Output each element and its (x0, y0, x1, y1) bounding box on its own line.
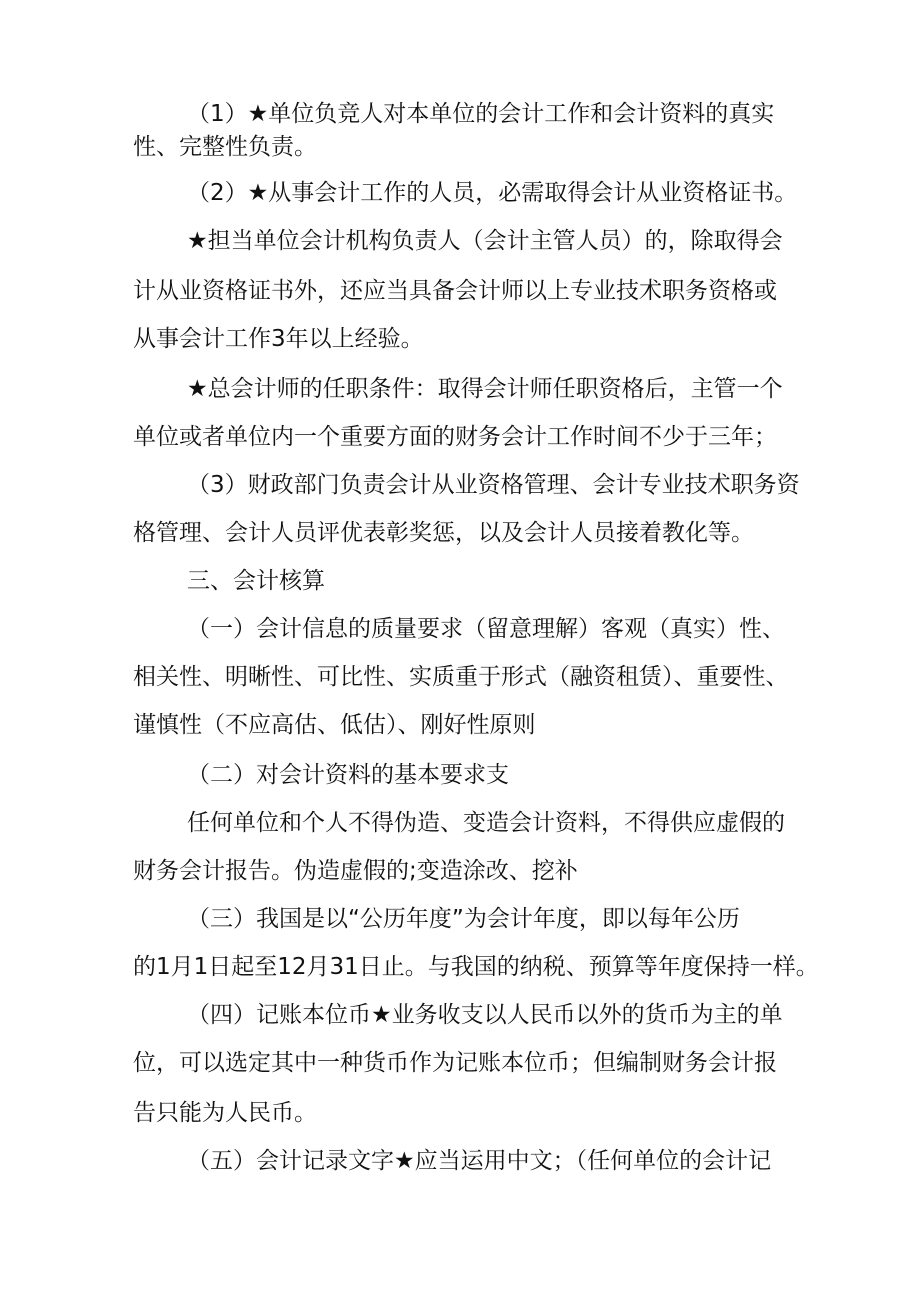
text-line: 单位或者单位内一个重要方面的财务会计工作时间不少于三年； (133, 424, 777, 450)
text-line: （2）★从事会计工作的人员，必需取得会计从业资格证书。 (187, 180, 798, 206)
text-line: （五）会计记录文字★应当运用中文；（任何单位的会计记 (187, 1148, 772, 1174)
text-line: 告只能为人民币。 (133, 1100, 317, 1126)
text-line: （三）我国是以“公历年度”为会计年度，即以每年公历 (187, 906, 740, 932)
text-line: 的1月1日起至12月31日止。与我国的纳税、预算等年度保持一样。 (133, 954, 819, 980)
text-line: 计从业资格证书外，还应当具备会计师以上专业技术职务资格或 (133, 278, 777, 304)
text-line: 从事会计工作3年以上经验。 (133, 326, 424, 352)
text-line: ★总会计师的任职条件：取得会计师任职资格后，主管一个 (187, 376, 783, 402)
text-line: 格管理、会计人员评优表彰奖惩，以及会计人员接着教化等。 (133, 520, 754, 546)
text-line: （3）财政部门负责会计从业资格管理、会计专业技术职务资 (187, 472, 800, 498)
text-line: 任何单位和个人不得伪造、变造会计资料，不得供应虚假的 (187, 810, 785, 836)
text-line: （四）记账本位币★业务收支以人民币以外的货币为主的单 (187, 1002, 783, 1028)
text-line: （一）会计信息的质量要求（留意理解）客观（真实）性、 (187, 616, 785, 642)
text-line: （1）★单位负竞人对本单位的会计工作和会计资料的真实 (187, 101, 775, 127)
text-line: 相关性、明晰性、可比性、实质重于形式（融资租赁）、重要性、 (133, 664, 789, 690)
text-line: （二）对会计资料的基本要求支 (187, 762, 509, 788)
section-heading: 三、会计核算 (187, 568, 325, 594)
text-line: 性、完整性负责。 (133, 134, 317, 160)
text-line: ★担当单位会计机构负责人（会计主管人员）的，除取得会 (187, 228, 783, 254)
text-line: 谨慎性（不应高估、低估）、刚好性原则 (133, 712, 536, 738)
text-line: 位，可以选定其中一种货币作为记账本位币；但编制财务会计报 (133, 1050, 777, 1076)
text-line: 财务会计报告。伪造虚假的;变造涂改、挖补 (133, 858, 578, 884)
